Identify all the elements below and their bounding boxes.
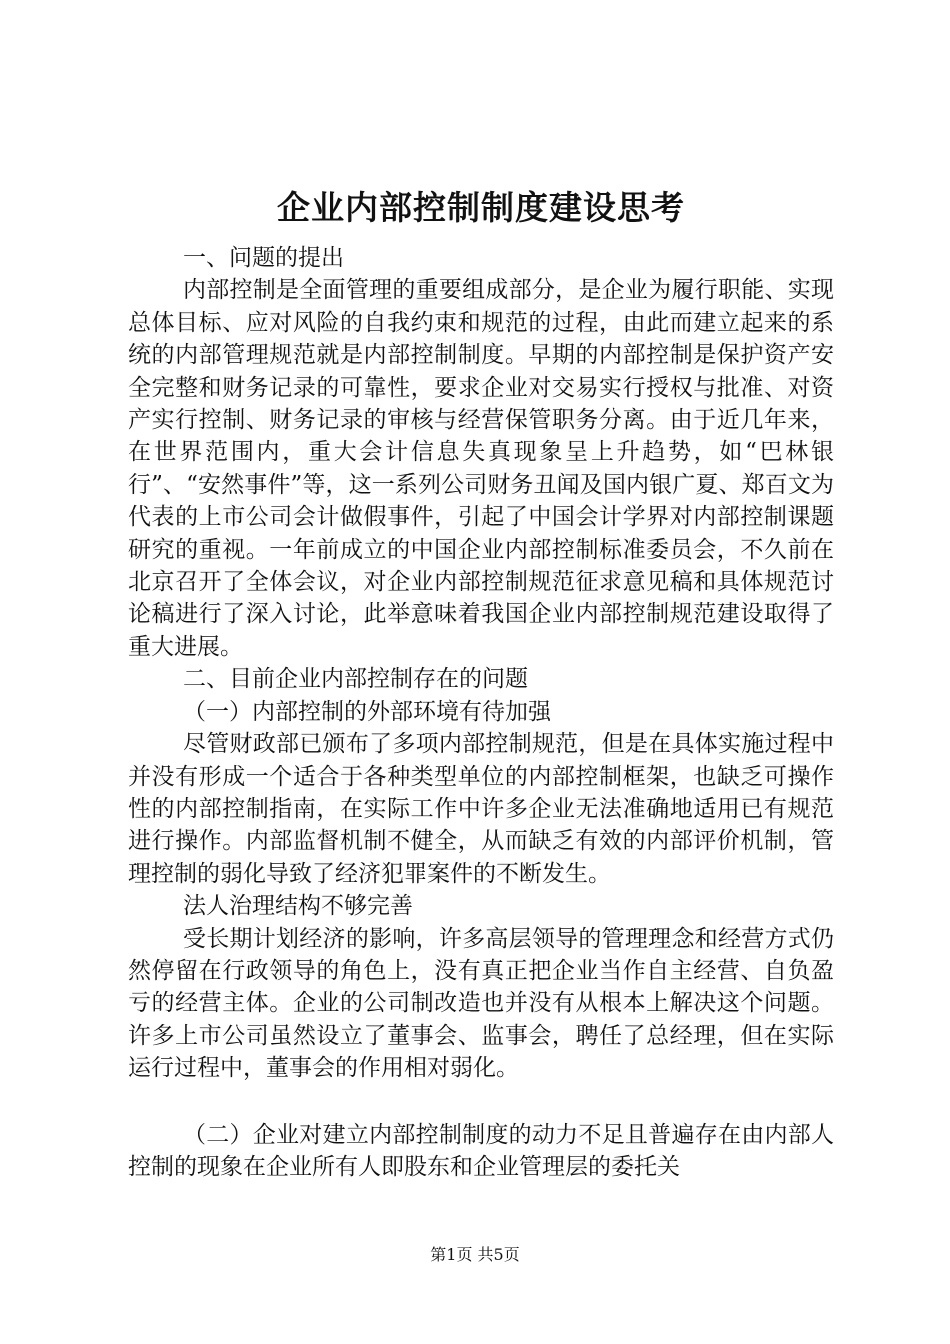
paragraph-governance: 受长期计划经济的影响，许多高层领导的管理理念和经营方式仍然停留在行政领导的角色上，没有真正把企业当作自主经营、自负盈亏的经营主体。企业的公司制改造也并没有从根本上解决这个问题。许多上市公司虽然设立了董事会、监事会，聘任了总经理，但在实际运行过程中，董事会的作用相对弱化。 (128, 925, 834, 1082)
document-page (128, 182, 834, 1183)
page-number: 第1页 共5页 (430, 1245, 520, 1264)
paragraph-gap (128, 1085, 834, 1119)
subheading-external-environment: （一）内部控制的外部环境有待加强 (183, 698, 551, 725)
paragraph-intro: 内部控制是全面管理的重要组成部分，是企业为履行职能、实现总体目标、应对风险的自我约束和规范的过程，由此而建立起来的系统的内部管理规范就是内部控制制度。早期的内部控制是保护资产安全完整和财务记录的可靠性，要求企业对交易实行授权与批准、对资产实行控制、财务记录的审核与经营保管职务分离。由于近几年来，在世界范围内，重大会计信息失真现象呈上升趋势，如“巴林银行”、“安然事件”等，这一系列公司财务丑闻及国内银广夏、郑百文为代表的上市公司会计做假事件，引起了中国会计学界对内部控制课题研究的重视。一年前成立的中国企业内部控制标准委员会，不久前在北京召开了全体会议，对企业内部控制规范征求意见稿和具体规范讨论稿进行了深入讨论，此举意味着我国企业内部控制规范建设取得了重大进展。 (128, 277, 834, 660)
paragraph-motivation: （二）企业对建立内部控制制度的动力不足且普遍存在由内部人控制的现象在企业所有人即股东和企业管理层的委托关 (128, 1121, 834, 1180)
section-heading-problem: 一、问题的提出 (183, 245, 344, 271)
subheading-governance: 法人治理结构不够完善 (183, 893, 413, 920)
paragraph-external-environment: 尽管财政部已颁布了多项内部控制规范，但是在具体实施过程中并没有形成一个适合于各种类型单位的内部控制框架，也缺乏可操作性的内部控制指南，在实际工作中许多企业无法准确地适用已有规范进行操作。内部监督机制不健全，从而缺乏有效的内部评价机制，管理控制的弱化导致了经济犯罪案件的不断发生。 (128, 731, 834, 887)
document-title: 企业内部控制制度建设思考 (277, 188, 685, 227)
section-heading-issues: 二、目前企业内部控制存在的问题 (183, 666, 528, 693)
